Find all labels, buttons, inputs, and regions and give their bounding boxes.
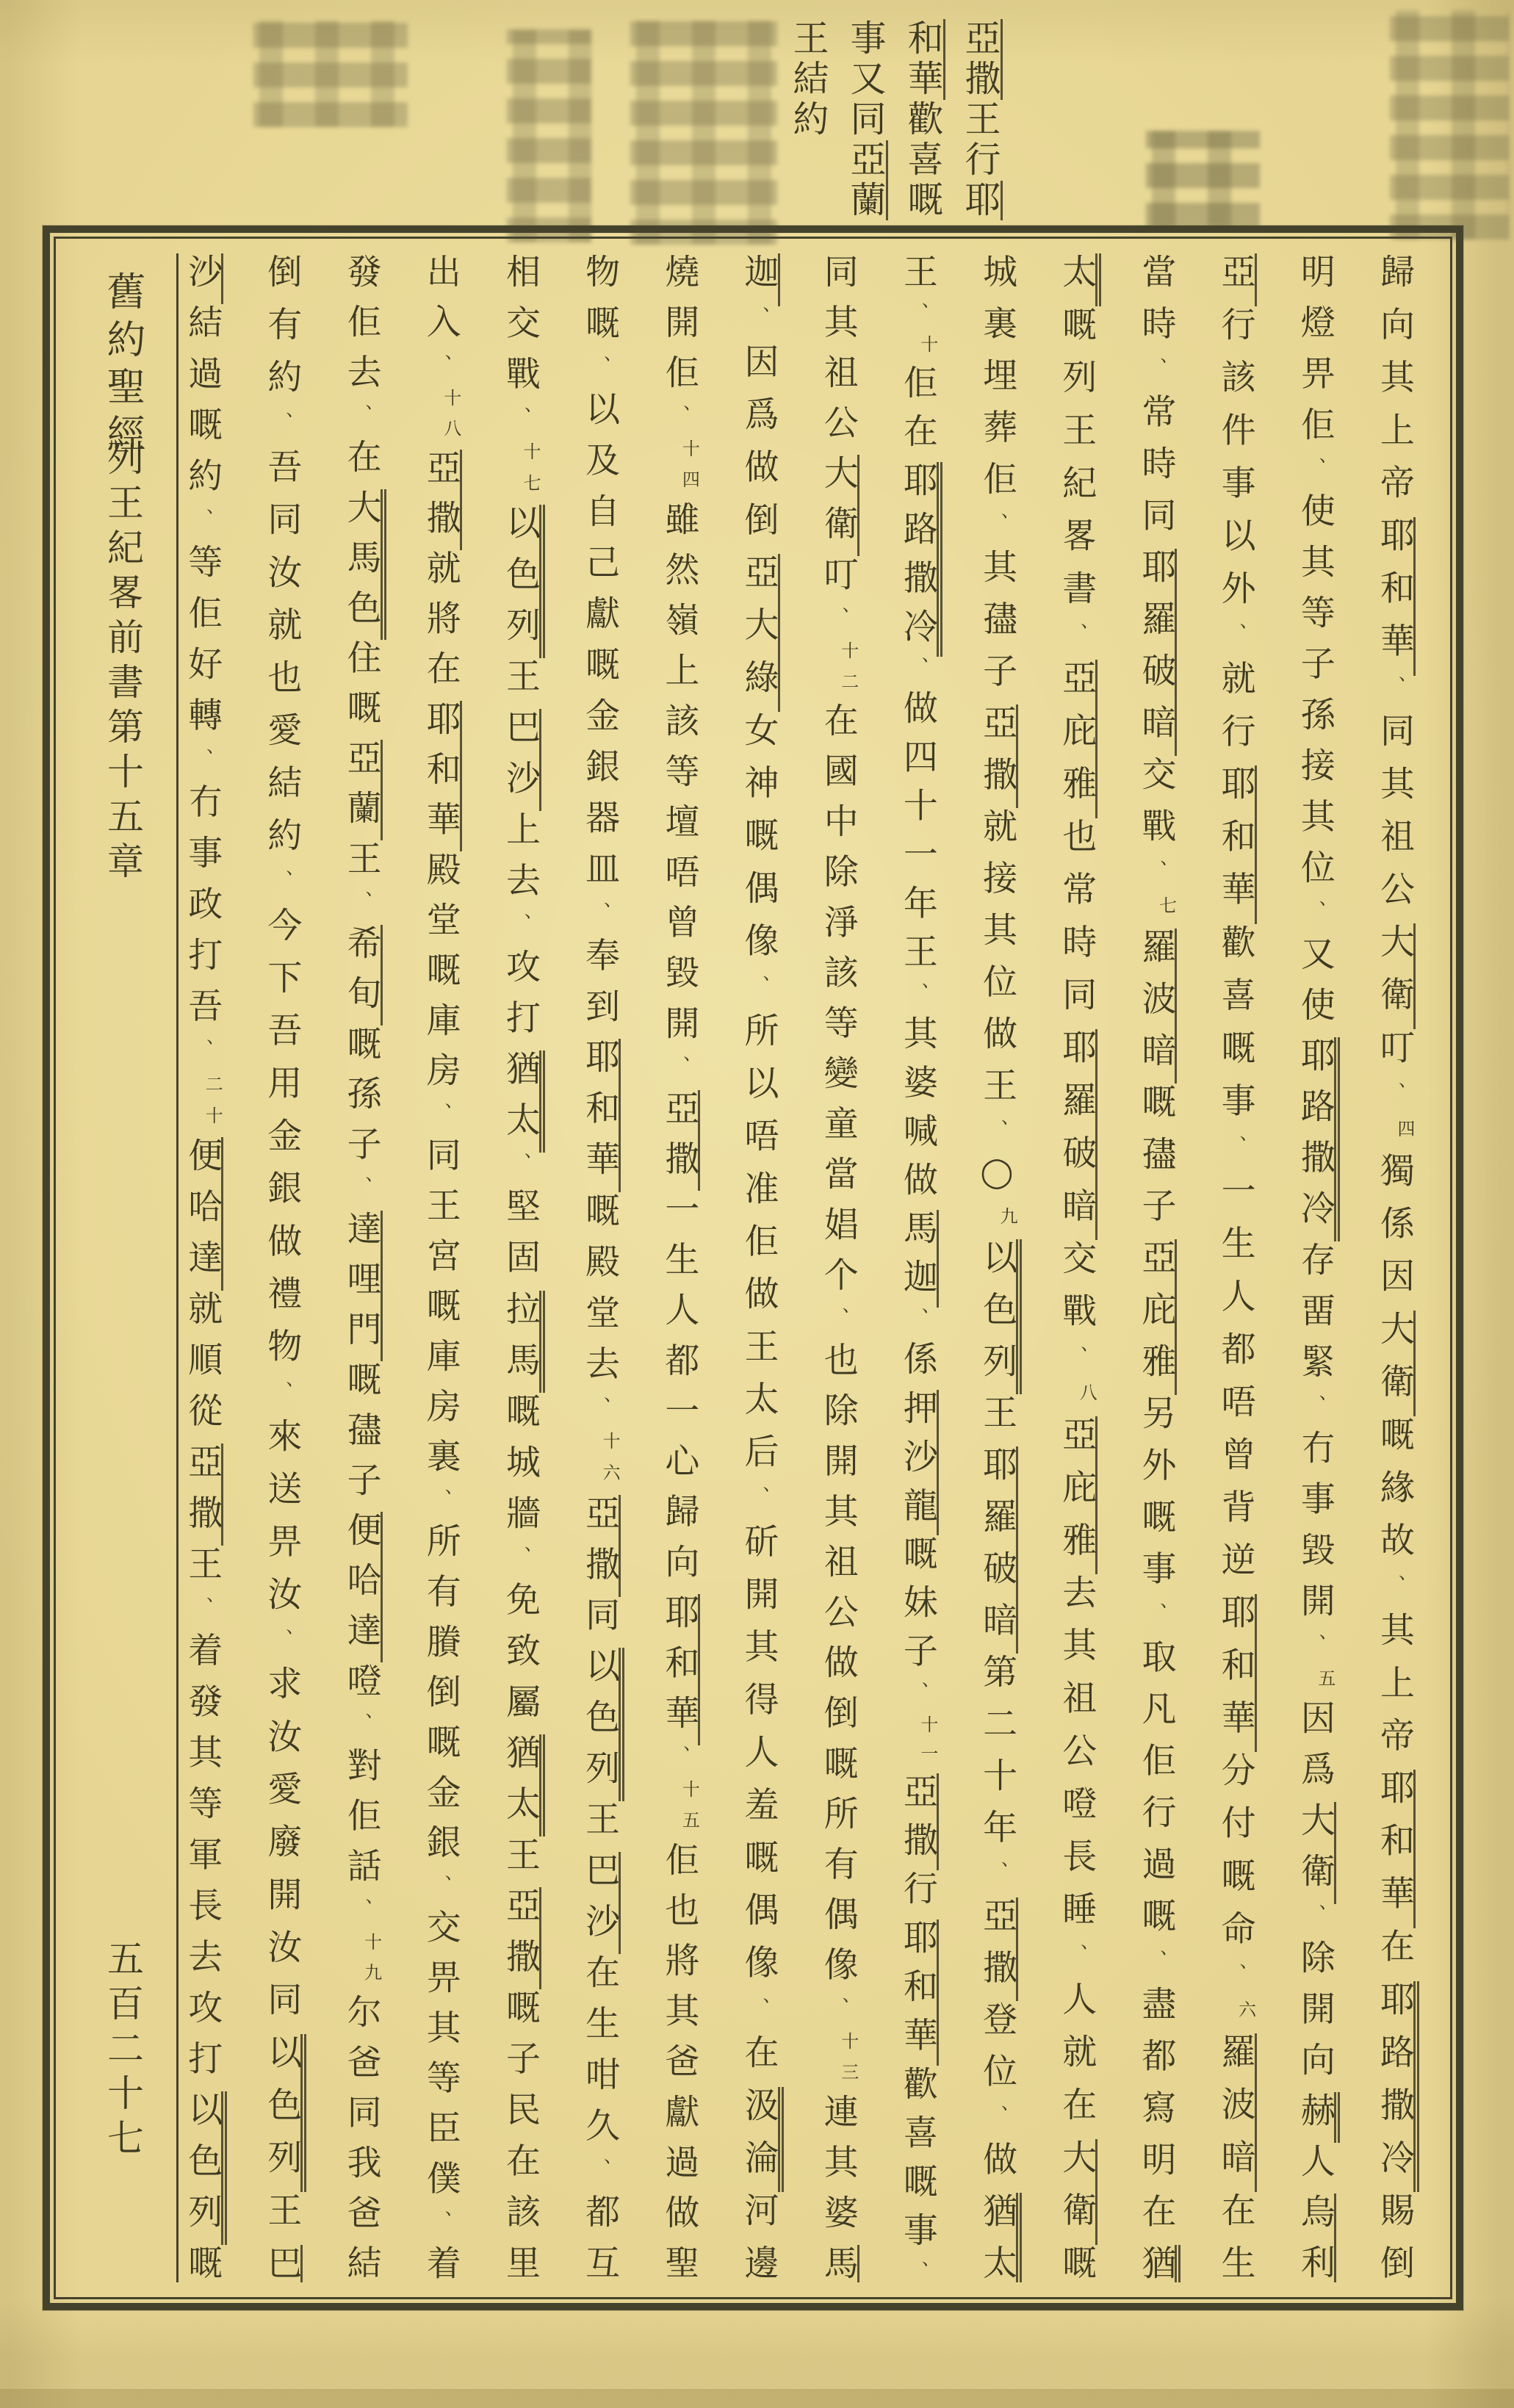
text-run: 就將在 [421,549,460,701]
verse-number: 八 [1076,1383,1096,1416]
place-name: 以色列 [580,1648,624,1800]
person-name: 耶 [960,181,1003,221]
person-name: 亞大綠 [740,554,780,712]
reading-comma: 、 [271,411,293,449]
text-run: 王結約 [788,19,829,140]
place-name: 赫 [1296,2092,1340,2143]
body-column [162,253,242,2282]
text-run: 一生人都一心歸向 [660,1191,699,1594]
text-run: 王、着發其等軍長去攻打 [183,1546,222,2092]
text-run: 殿堂嘅庫房、同王宮嘅庫房裏、所有賸倒嘅金銀、交畀其等臣僕、着 [421,851,460,2282]
reading-comma: 、 [509,1546,531,1582]
text-run: 嘅緣故、其上帝 [1375,1416,1413,1770]
reading-comma: 、 [430,353,452,389]
place-name: 猶太 [978,2193,1022,2282]
text-run: 、堅固 [500,1153,539,1291]
verse-number: 五 [1314,1668,1334,1701]
person-name: 烏利 [1296,2193,1336,2282]
text-run: 連其婆 [818,2093,857,2245]
person-name: 耶和華 [580,1039,621,1192]
text-run: 嘅孻子 [1136,1084,1175,1240]
text-run: 相交戰、 [500,253,539,442]
text-run: 結過嘅約、等佢好轉、冇事政打吾、 [183,304,222,1075]
text-run: 佢在 [898,364,937,462]
verse-number: 十八 [440,388,460,450]
text-run: 行 [898,1870,937,1919]
reading-comma: 、 [748,975,770,1012]
reading-comma: 、 [1225,1963,1247,2001]
person-name: 亞庇雅 [1057,660,1097,818]
person-name: 馬 [819,2245,859,2282]
text-run: 出入、 [421,253,460,389]
reading-comma: 、 [1225,1134,1247,1172]
text-run: 當時、常時同 [1136,253,1175,549]
reading-comma: 、 [1145,1601,1167,1639]
person-name: 沙 [183,253,223,304]
text-run: 、做四十一年王、其婆喊做 [898,656,937,1211]
place-name: 耶路撒冷 [1375,1981,1419,2192]
text-run: 同其祖公 [1375,713,1413,924]
text-run: 獨係因 [1375,1152,1413,1311]
reading-comma: 、 [668,1055,691,1090]
person-name: 耶羅破暗 [978,1446,1018,1654]
header-column [899,19,946,220]
text-run: 另外嘅事、取凡佢行過嘅、盡都寫明在 [1136,1394,1175,2245]
verse-number: 七 [1156,895,1175,929]
verse-number: 九 [997,1206,1017,1239]
reading-comma: 、 [1304,1633,1326,1669]
reading-comma: 、 [1304,457,1326,493]
reading-comma: 、 [350,1712,372,1748]
reading-comma: 、 [987,2105,1009,2141]
reading-comma: 、 [827,1997,849,2033]
person-name: 亞 [1216,253,1257,306]
verse-number: 十三 [837,2032,857,2094]
book-title: 列王紀畧前書 [102,439,143,707]
verse-number: 六 [1235,2000,1255,2034]
place-name: 太 [1057,253,1101,306]
reading-comma: 、 [192,1596,214,1632]
reading-comma: 、 [350,404,372,439]
page-content [69,253,1438,2282]
person-name: 亞撒 [501,1887,541,1989]
body-column [242,253,321,2282]
text-run: 嘅城牆、免致屬 [500,1392,539,1734]
person-name: 耶和華 [898,1919,939,2066]
person-name: 押沙龍 [898,1390,939,1536]
body-column [1195,253,1275,2282]
page-frame-inner-rule [54,237,1452,2299]
page-number: 五百二十七 [102,1939,143,2163]
text-run: 去其祖公噔長睡、人就在 [1057,1574,1096,2140]
verse-number: 四 [1394,1119,1413,1153]
reading-comma: 、 [906,1681,929,1715]
text-run: 王、 [898,253,937,336]
text-run: 王 [262,2192,301,2245]
reading-comma: 、 [271,1628,293,1666]
person-name: 亞撒 [660,1090,700,1191]
verse-number: 十六 [599,1432,619,1495]
reading-comma: 、 [748,1997,770,2035]
reading-comma: 、 [430,2210,452,2245]
text-run: 倒有約、吾同汝就也愛結約、今下吾用金銀做禮物、來送畀汝、求汝愛廢開汝同 [262,253,301,2035]
person-name: 羅波暗 [1216,2033,1257,2191]
reading-comma: 、 [1304,1903,1326,1939]
text-run: 叮、 [818,555,857,641]
text-run: 事又同 [846,19,886,140]
reading-comma: 、 [668,1745,691,1781]
text-run: 存畱緊、冇事毀開、 [1295,1241,1334,1669]
person-name: 亞撒 [960,19,1003,100]
person-name: 亞撒 [978,1897,1018,2001]
reading-comma: 、 [906,656,929,691]
person-name: 大衛 [1057,2139,1097,2245]
text-run: 叮、 [1375,1029,1413,1120]
place-name: 拉馬 [501,1291,545,1393]
text-run: 王 [580,1800,619,1853]
testament-title: 舊約聖經 [101,271,144,461]
body-column [401,253,480,2282]
text-run: 同 [580,1596,619,1648]
body-column [878,253,957,2282]
reading-comma: 、 [906,1308,929,1341]
reading-comma: 、 [589,2158,611,2194]
text-run [660,1745,698,1780]
text-run: 登位、做 [978,2001,1017,2193]
text-run: 歡喜嘅事、一生人都唔曾背逆 [1216,923,1255,1594]
text-run: 嘅殿堂去、 [580,1192,619,1432]
text-run: 嘅 [183,2244,222,2282]
person-name: 亞庇雅 [1057,1416,1097,1574]
text-run: 明燈畀佢、使其等子孫接其位、又使 [1295,253,1334,1038]
verse-number: 二十 [202,1074,222,1138]
chapter-title: 第十五章 [102,707,143,887]
reading-comma: 、 [987,1861,1009,1897]
text-run: 交戰、 [1057,1240,1096,1383]
reading-comma: 、 [1066,1943,1088,1981]
reading-comma: 、 [1145,1949,1167,1986]
person-name: 馬迦 [898,1210,939,1308]
text-run: 佢也將其爸獻過做聖 [660,1841,699,2282]
text-run: 在國中除淨該等變童當娼个、也除開其祖公做倒嘅所有偶像、 [818,702,857,2033]
person-name: 巴沙 [501,709,541,811]
text-run: 雖然嶺上該等壇唔曾毀開、 [660,500,699,1090]
reading-comma: 、 [589,1396,611,1432]
place-name: 以色列 [262,2034,306,2192]
text-run: 嘅 [1057,2244,1096,2282]
person-name: 亞撒 [580,1495,621,1597]
reading-comma: 、 [192,1039,214,1075]
text-run: 交戰、 [1136,756,1175,896]
person-name: 迦 [740,253,780,306]
reading-comma: 、 [430,1102,452,1137]
text-run: 物嘅、以及自己獻嘅金銀器皿、奉到 [580,253,619,1039]
text-run: 歡喜嘅 [903,99,943,221]
header-column [785,19,832,140]
place-name: 以色列 [183,2091,227,2244]
place-name: 猶太 [501,1734,545,1836]
reading-comma: 、 [271,1380,293,1419]
reading-comma: 、 [509,406,531,442]
header-column [842,19,889,220]
reading-comma: 、 [906,2260,929,2282]
text-run: 王 [978,1394,1017,1446]
body-column [1355,253,1434,2282]
text-run: 、因爲做倒 [739,306,778,554]
place-name: 猶 [1136,2245,1180,2282]
body-column [1037,253,1116,2282]
person-name: 耶和華 [1375,1770,1416,1928]
text-run: 王、 [342,840,381,926]
verse-number: 十二 [837,641,857,703]
text-run: 賜倒 [1375,2191,1413,2282]
place-name: 猶太 [501,1050,545,1153]
reading-comma: 、 [430,1488,452,1524]
place-name: 汲淪 [740,2087,784,2192]
reading-comma: 、 [589,901,611,937]
body-column [639,253,718,2282]
reading-comma: 、 [827,1307,849,1343]
body-column [1116,253,1195,2282]
text-run: 噔、對佢話、 [342,1662,381,1933]
text-run: 河邊 [739,2192,778,2282]
text-run: 城裏埋葬佢、其孻子 [978,253,1017,705]
text-run: 上去、攻打 [500,811,539,1051]
body-column [480,253,560,2282]
person-name: 亞撒 [978,704,1018,808]
person-name: 耶羅破暗 [1057,1029,1097,1240]
text-run: 嘅孫子、 [342,1025,381,1211]
verse-number: 十九 [361,1932,381,1994]
reading-comma: 、 [987,1119,1009,1156]
person-name: 亞撒 [422,450,462,550]
person-name: 耶和華 [1216,1594,1257,1752]
reading-comma: 、 [192,508,214,544]
body-column [1275,253,1355,2282]
person-name: 大衛 [1375,923,1416,1029]
text-run: 人 [1295,2143,1334,2194]
person-name: 耶和華 [660,1594,700,1745]
reading-comma: 、 [1066,622,1088,660]
text-run: 歡喜嘅事、 [898,2065,937,2282]
text-run: 分付嘅命、 [1216,1752,1255,2001]
text-run: 也常時同 [1057,818,1096,1030]
text-run: 王 [500,657,539,710]
text-run: 王行 [960,99,1001,181]
person-name: 希旬 [342,925,383,1025]
body-column [560,253,639,2282]
reading-comma: 、 [1145,859,1167,896]
reading-comma: 、 [748,306,770,344]
person-name: 便哈達 [342,1512,383,1662]
text-run: 女神嘅偶像、所以唔准佢做王太后、斫開其得人羞嘅偶像、在 [739,711,778,2087]
reading-comma: 、 [509,913,531,949]
text-run: 就接其位做王、 [978,808,1017,1156]
ghost-smudge [1146,131,1260,228]
text-run: 在 [1375,1928,1413,1981]
person-name: 耶和華 [1216,765,1257,923]
reading-comma: 、 [509,1153,531,1189]
text-run: 、係 [898,1308,937,1390]
text-run: 嘅孻子 [342,1361,381,1513]
text-run: 行該件事以外、就行 [1216,306,1255,766]
person-name: 耶羅破暗 [1136,549,1177,756]
ghost-smudge [630,21,777,245]
person-name: 亞庇雅 [1136,1239,1177,1395]
section-circle: ◯ [981,1156,1014,1207]
reading-comma: 、 [668,404,691,440]
verse-number: 十 [917,335,937,365]
ghost-smudge [253,21,408,127]
text-run: 同其祖公 [818,253,857,455]
verse-number: 十四 [679,439,699,501]
reading-comma: 、 [748,1485,770,1524]
reading-comma: 、 [906,981,929,1016]
text-run: 嘅子民在該里 [500,1989,539,2283]
reading-comma: 、 [350,1176,372,1211]
reading-comma: 、 [1384,1081,1405,1120]
place-name: 耶路撒冷 [1296,1037,1340,1241]
text-run: 、除開向 [1295,1903,1334,2092]
reading-comma: 、 [350,890,372,926]
body-column [321,253,400,2282]
person-name: 巴沙 [580,1852,621,1954]
reading-comma: 、 [1384,1574,1405,1612]
person-name: 亞蘭 [846,140,888,221]
person-name: 達哩門 [342,1211,383,1361]
person-name: 大衛 [819,455,859,555]
body-column [957,253,1037,2282]
header-column [956,19,1003,220]
reading-comma: 、 [906,302,929,336]
body-column [718,253,798,2282]
person-name: 和華 [903,19,945,100]
verse-number: 十五 [679,1780,699,1842]
reading-comma: 、 [1304,1394,1326,1430]
body-text [176,253,1434,2282]
text-run: 住嘅 [342,639,381,740]
reading-comma: 、 [1066,1346,1088,1383]
text-run: 發佢去、在 [342,253,381,489]
text-run: 因爲 [1295,1700,1334,1802]
reading-comma: 、 [827,606,849,641]
text-run: 燒開佢、 [660,253,699,440]
person-name: 巴 [262,2245,303,2282]
verse-number: 十七 [519,441,539,505]
place-name: 以色列 [978,1239,1022,1395]
text-run: 在生 [1216,2191,1255,2282]
reading-comma: 、 [1145,357,1167,394]
text-run [1375,676,1413,713]
reading-comma: 、 [192,748,214,785]
reading-comma: 、 [987,512,1009,549]
reading-comma: 、 [1384,675,1405,713]
reading-comma: 、 [350,1897,372,1933]
text-run: 嘅妹子、 [898,1535,937,1715]
reading-comma: 、 [1304,900,1326,936]
text-run: 就順從 [183,1290,222,1444]
person-name: 大衛 [1296,1802,1336,1904]
reading-comma: 、 [1225,622,1247,660]
place-name: 耶路撒冷 [898,462,942,657]
reading-comma: 、 [430,1874,452,1909]
person-name: 羅波暗 [1136,929,1177,1084]
ghost-smudge [1390,10,1509,239]
text-run: 歸向其上帝 [1375,253,1413,518]
person-name: 亞撒 [183,1443,223,1546]
text-run: 嘅列王紀畧書、 [1057,306,1096,660]
reading-comma: 、 [589,355,611,392]
text-run: 尔爸同我爸結 [342,1994,381,2283]
body-column [799,253,878,2282]
place-name: 以色列 [501,505,545,657]
person-name: 便哈達 [183,1137,223,1290]
person-name: 亞撒 [898,1773,939,1871]
verse-number: 十一 [917,1715,937,1773]
text-run: 第二十年、 [978,1654,1017,1897]
reading-comma: 、 [271,869,293,907]
place-name: 大馬色 [342,489,386,640]
person-name: 亞蘭 [342,740,383,840]
text-run: 王 [500,1836,539,1888]
page-frame [43,226,1463,2310]
text-run: 在生咁久、都互 [580,1954,619,2282]
ghost-smudge [507,29,591,242]
person-name: 耶和華 [1375,517,1416,675]
person-name: 耶和華 [422,701,462,851]
person-name: 大衛 [1375,1311,1416,1416]
